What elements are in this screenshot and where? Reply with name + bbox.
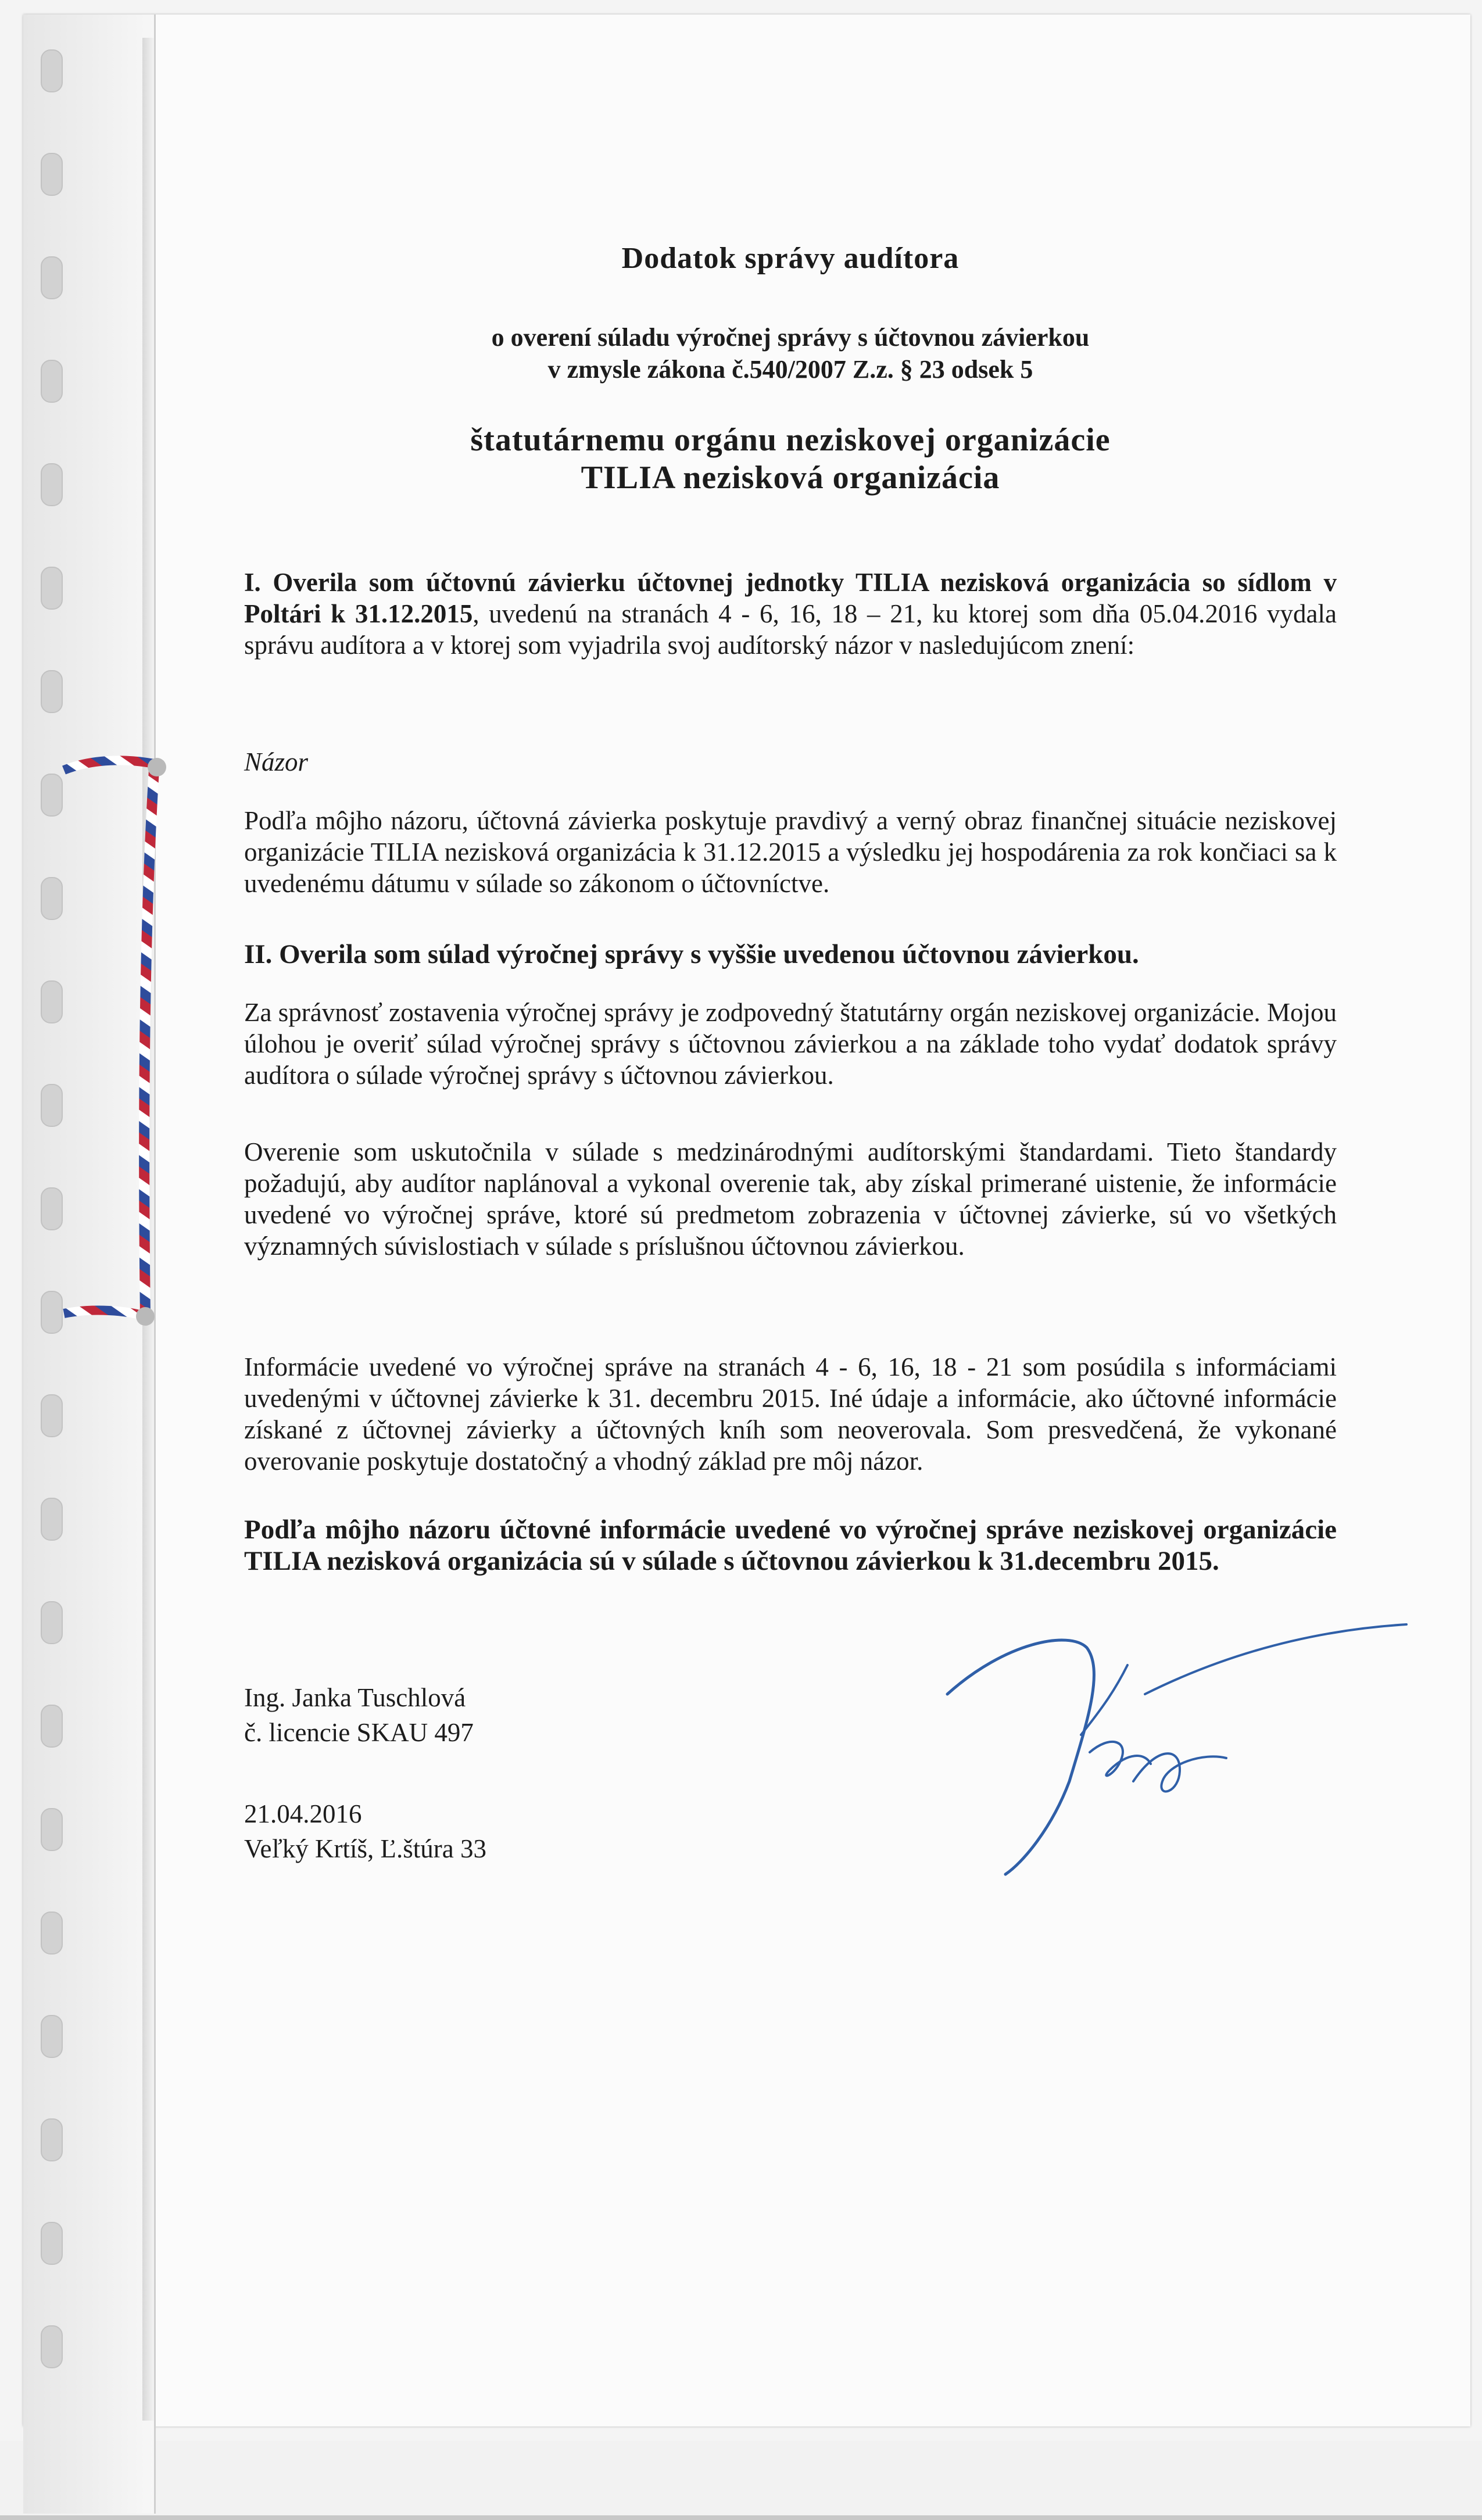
section-1-intro: I. Overila som účtovnú závierku účtovnej jednotky TILIA nezisková organizácia so sídlom v Poltári k 31.12.2015: [244, 568, 1337, 628]
recipient-line-2: TILIA nezisková organizácia: [581, 460, 1000, 496]
section-1-paragraph: [244, 567, 1337, 661]
binder-hole: [41, 2015, 63, 2058]
binder-hole: [41, 1705, 63, 1748]
auditor-name: Ing. Janka Tuschlová: [244, 1683, 466, 1712]
section-1-text: , uvedenú na stranách 4 - 6, 16, 18 – 21, ku ktorej som dňa 05.04.2016 vydala správu audítora a v ktorej som vyjadrila svoj audítorský názor v nasledujúcom znení:: [244, 599, 1337, 660]
opinion-paragraph: Podľa môjho názoru, účtovná závierka poskytuje pravdivý a verný obraz finančnej situácie neziskovej organizácie TILIA nezisková organizácia k 31.12.2015 a výsledku jej hospodárenia za rok končiaci sa k uvedenému dátumu v súlade so zákonom o účtovníctve.: [244, 806, 1337, 898]
page-title: Dodatok správy audítora: [621, 242, 960, 275]
binder-hole: [41, 256, 63, 299]
conclusion-paragraph: Podľa môjho názoru účtovné informácie uvedené vo výročnej správe neziskovej organizácie TILIA nezisková organizácia sú v súlade s účtovnou závierkou k 31.decembru 2015.: [244, 1515, 1337, 1576]
binder-hole: [41, 2222, 63, 2265]
recipient-line-1: štatutárnemu orgánu neziskovej organizácie: [470, 422, 1111, 458]
page-bottom-edge: [0, 2515, 1482, 2520]
binding-cord-icon: [58, 735, 174, 1351]
signing-date: 21.04.2016: [244, 1799, 362, 1828]
document-page: [23, 15, 1470, 2426]
binder-hole: [41, 1498, 63, 1541]
binder-hole: [41, 463, 63, 506]
binder-hole: [41, 567, 63, 610]
binder-hole: [41, 2325, 63, 2368]
binder-hole: [41, 670, 63, 713]
subtitle-line-1: o overení súladu výročnej správy s účtovnou závierkou: [491, 323, 1090, 352]
binder-hole: [41, 49, 63, 92]
binder-hole: [41, 1808, 63, 1851]
binder-hole: [41, 360, 63, 403]
binder-hole: [41, 1912, 63, 1955]
binder-hole: [41, 153, 63, 196]
binder-hole: [41, 2118, 63, 2161]
information-paragraph: Informácie uvedené vo výročnej správe na stranách 4 - 6, 16, 18 - 21 som posúdila s informáciami uvedenými v účtovnej závierke k 31. decembru 2015. Iné údaje a informácie, ako účtovné informácie získané z účtovnej závierky a účtovných kníh som neoverovala. Som presvedčená, že vykonané overovanie poskytuje dostatočný a vhodný základ pre môj názor.: [244, 1352, 1337, 1476]
auditor-address: Veľký Krtíš, Ľ.štúra 33: [244, 1834, 486, 1863]
binder-hole: [41, 1394, 63, 1437]
binder-hole: [41, 1601, 63, 1644]
signature-icon: [936, 1607, 1412, 1880]
auditor-license: č. licencie SKAU 497: [244, 1718, 474, 1747]
responsibility-paragraph: Za správnosť zostavenia výročnej správy je zodpovedný štatutárny orgán neziskovej organizácie. Mojou úlohou je overiť súlad výročnej správy s účtovnou závierkou a na základe toho vydať dodatok správy audítora o súlade výročnej správy s účtovnou závierkou.: [244, 998, 1337, 1090]
standards-paragraph: Overenie som uskutočnila v súlade s medzinárodnými audítorskými štandardami. Tieto štandardy požadujú, aby audítor naplánoval a vykonal overenie tak, aby získal primerané uistenie, že informácie uvedené vo výročnej správe, ktoré sú predmetom zobrazenia v účtovnej závierke, sú vo všetkých významných súvislostiach v súlade s príslušnou účtovnou závierkou.: [244, 1137, 1337, 1261]
subtitle-line-2: v zmysle zákona č.540/2007 Z.z. § 23 odsek 5: [547, 355, 1033, 384]
opinion-heading: Názor: [244, 747, 309, 776]
section-2-heading: II. Overila som súlad výročnej správy s vyššie uvedenou účtovnou závierkou.: [244, 939, 1139, 969]
